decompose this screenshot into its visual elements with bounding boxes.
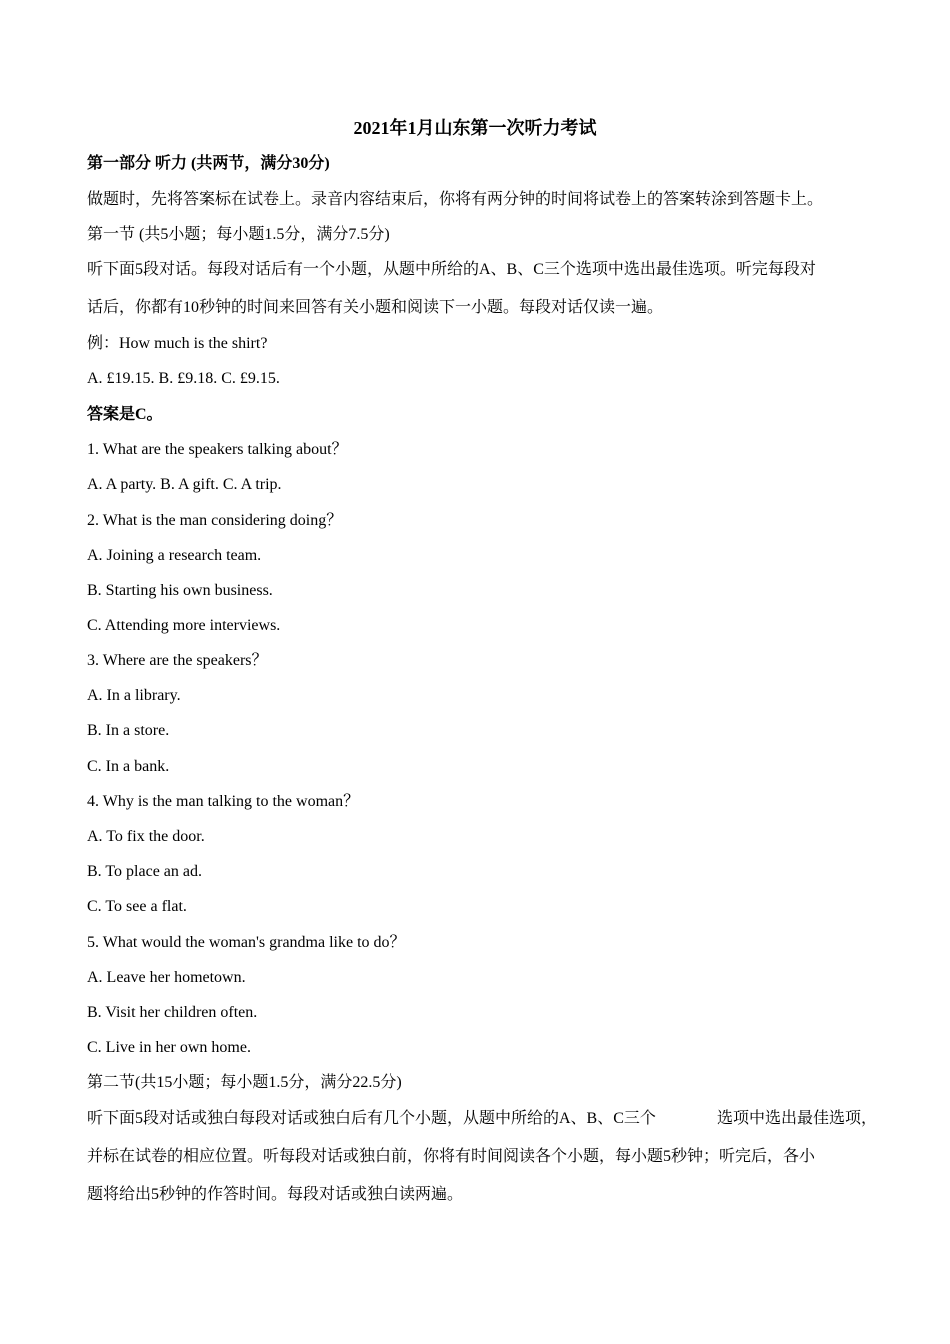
exam-title: 2021年1月山东第一次听力考试 (353, 118, 597, 138)
question-3-option-c: C. In a bank. (87, 758, 170, 775)
question-3-option-a: A. In a library. (87, 687, 181, 704)
question-2-option-a: A. Joining a research team. (87, 547, 262, 564)
question-2: 2. What is the man considering doing？ (87, 512, 343, 529)
example-options: A. £19.15. B. £9.18. C. £9.15. (87, 370, 280, 387)
section1-heading: 第一节 (共5小题；每小题1.5分，满分7.5分) (87, 226, 390, 243)
question-2-option-b: B. Starting his own business. (87, 582, 273, 599)
question-4-option-c: C. To see a flat. (87, 898, 187, 915)
question-5-option-a: A. Leave her hometown. (87, 969, 246, 986)
example-answer: 答案是C。 (87, 406, 163, 423)
question-5-option-c: C. Live in her own home. (87, 1039, 251, 1056)
part1-heading: 第一部分 听力 (共两节，满分30分) (87, 155, 330, 172)
section2-directions-line1-part-b: 选项中选出最佳选项， (716, 1110, 877, 1127)
section2-heading: 第二节(共15小题；每小题1.5分，满分22.5分) (87, 1074, 402, 1091)
question-4-option-a: A. To fix the door. (87, 828, 205, 845)
question-5: 5. What would the woman's grandma like to do？ (87, 934, 406, 951)
section2-directions-line1 (87, 1108, 877, 1130)
question-5-option-b: B. Visit her children often. (87, 1004, 258, 1021)
example-question: 例：How much is the shirt? (87, 335, 268, 352)
section1-directions-line2: 话后，你都有10秒钟的时间来回答有关小题和阅读下一小题。每段对话仅读一遍。 (87, 299, 664, 316)
question-3: 3. Where are the speakers？ (87, 652, 268, 669)
question-4: 4. Why is the man talking to the woman？ (87, 793, 360, 810)
question-3-option-b: B. In a store. (87, 722, 170, 739)
question-2-option-c: C. Attending more interviews. (87, 617, 281, 634)
section2-directions-line2: 并标在试卷的相应位置。听每段对话或独白前，你将有时间阅读各个小题，每小题5秒钟；听完后，各小 (87, 1148, 816, 1165)
question-1-options: A. A party. B. A gift. C. A trip. (87, 476, 282, 493)
section2-directions-line1-part-a: 听下面5段对话或独白每段对话或独白后有几个小题，从题中所给的A、B、C三个 (87, 1110, 656, 1127)
section2-directions-line3: 题将给出5秒钟的作答时间。每段对话或独白读两遍。 (87, 1186, 464, 1203)
question-1: 1. What are the speakers talking about？ (87, 441, 348, 458)
section1-directions-line1: 听下面5段对话。每段对话后有一个小题，从题中所给的A、B、C三个选项中选出最佳选项。听完每段对 (87, 261, 816, 278)
general-instructions: 做题时，先将答案标在试卷上。录音内容结束后，你将有两分钟的时间将试卷上的答案转涂到答题卡上。 (87, 191, 824, 208)
question-4-option-b: B. To place an ad. (87, 863, 202, 880)
